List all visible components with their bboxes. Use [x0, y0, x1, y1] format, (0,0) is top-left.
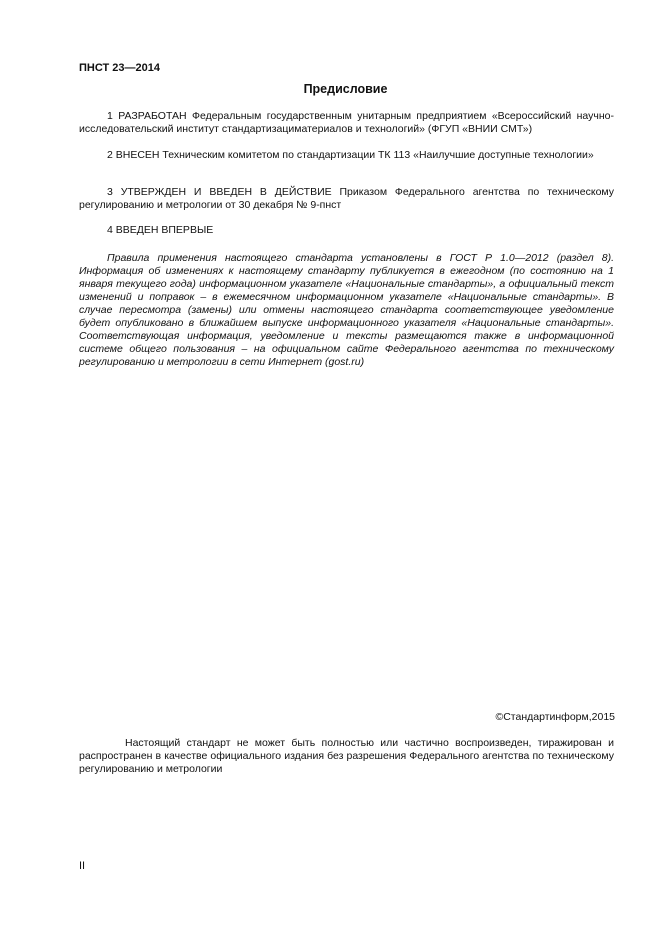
preface-item-approved: 3 УТВЕРЖДЕН И ВВЕДЕН В ДЕЙСТВИЕ Приказом Федерального агентства по техническому регулированию и метрологии от 30 декабря № 9-пнст — [79, 186, 614, 211]
reproduction-notice: Настоящий стандарт не может быть полностью или частично воспроизведен, тиражирован и распространен в качестве официального издания без разрешения Федерального агентства по техническому регулированию и метрологии — [79, 737, 614, 775]
document-code: ПНСТ 23—2014 — [79, 62, 161, 74]
copyright-notice: ©Стандартинформ,2015 — [495, 711, 615, 723]
preface-item-developed: 1 РАЗРАБОТАН Федеральным государственным унитарным предприятием «Всероссийский научно-исследовательский институт стандартизациматериалов и технологий» (ФГУП «ВНИИ СМТ») — [79, 110, 614, 135]
preface-usage-rules: Правила применения настоящего стандарта установлены в ГОСТ Р 1.0—2012 (раздел 8). Информация об изменениях к настоящему стандарту публикуется в ежегодном (по состоянию на 1 января текущего года) информационном указателе «Национальные стандарты», а официальный текст изменений и поправок – в ежемесячном информационном указателе «Национальные стандарты». В случае пересмотра (замены) или отмены настоящего стандарта соответствующее уведомление будет опубликовано в ближайшем выпуске информационного указателя «Национальные стандарты». Соответствующая информация, уведомление и тексты размещаются также в информационной системе общего пользования – на официальном сайте Федерального агентства по техническому регулированию и метрологии в сети Интернет (gost.ru) — [79, 252, 614, 368]
page-number: II — [79, 860, 86, 872]
preface-item-introduced: 2 ВНЕСЕН Техническим комитетом по стандартизации ТК 113 «Наилучшие доступные технологии» — [107, 149, 594, 161]
preface-item-first-introduced: 4 ВВЕДЕН ВПЕРВЫЕ — [107, 224, 214, 236]
page-title: Предисловие — [303, 82, 388, 96]
